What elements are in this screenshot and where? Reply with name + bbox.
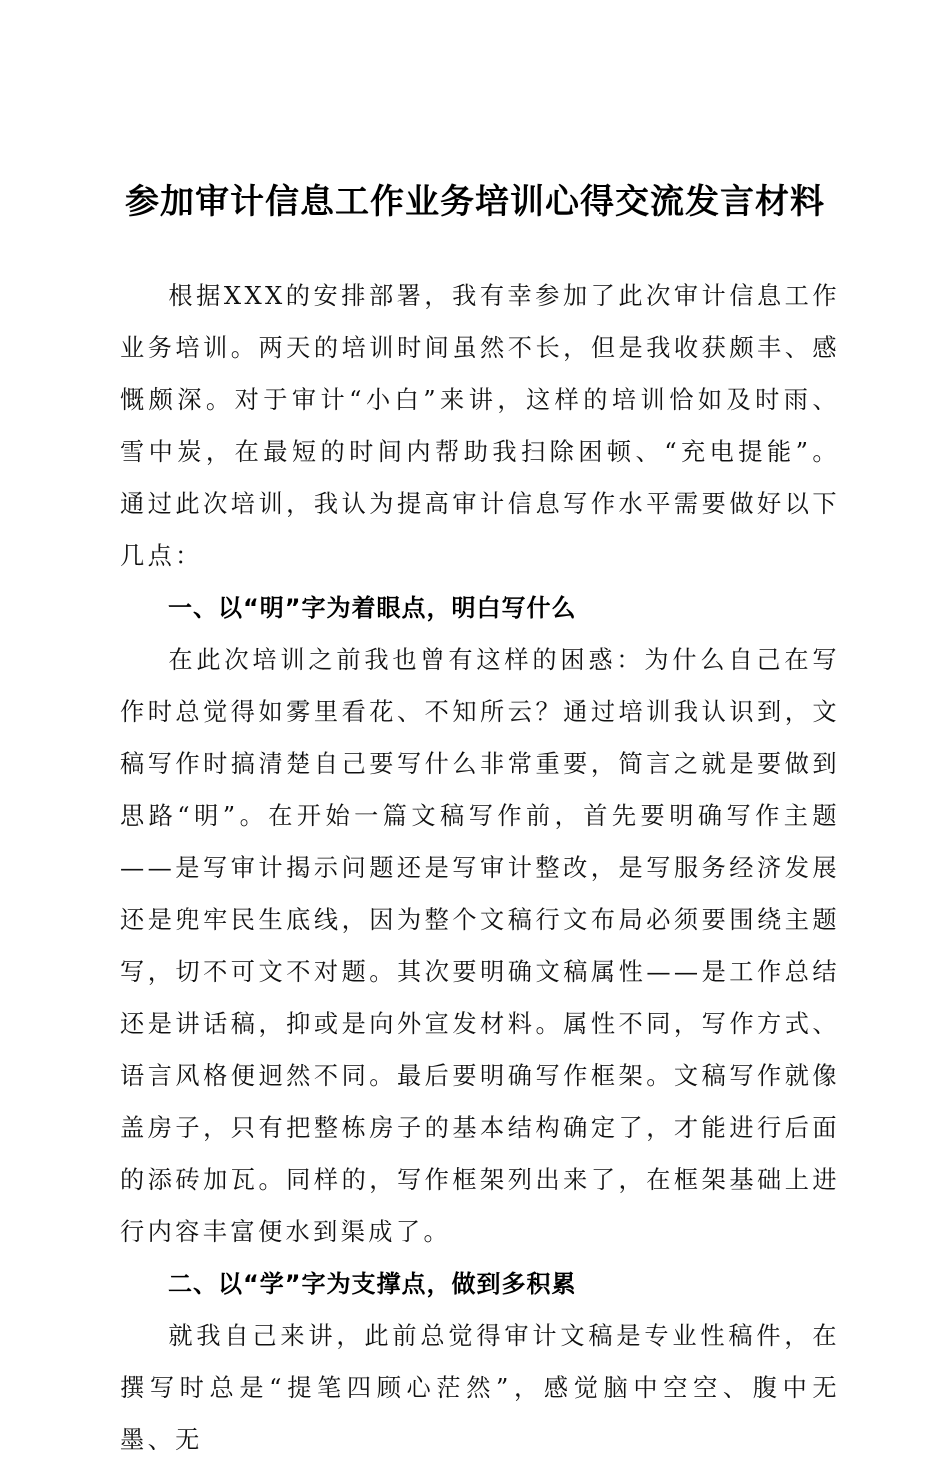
section-2-paragraph: 就我自己来讲，此前总觉得审计文稿是专业性稿件，在撰写时总是“提笔四顾心茫然”，感觉脑中空空、腹中无墨、无 — [120, 1322, 840, 1454]
document-body — [120, 270, 840, 1466]
section-1-paragraph: 在此次培训之前我也曾有这样的困惑：为什么自己在写作时总觉得如雾里看花、不知所云？通过培训我认识到，文稿写作时搞清楚自己要写什么非常重要，简言之就是要做到思路“明”。在开始一篇文稿写作前，首先要明确写作主题——是写审计揭示问题还是写审计整改，是写服务经济发展还是兜牢民生底线，因为整个文稿行文布局必须要围绕主题写，切不可文不对题。其次要明确文稿属性——是工作总结还是讲话稿，抑或是向外宣发材料。属性不同，写作方式、语言风格便迥然不同。最后要明确写作框架。文稿写作就像盖房子，只有把整栋房子的基本结构确定了，才能进行后面的添砖加瓦。同样的，写作框架列出来了，在框架基础上进行内容丰富便水到渠成了。 — [120, 646, 840, 1246]
section-heading-2: 二、以“学”字为支撑点，做到多积累 — [168, 1270, 577, 1298]
intro-paragraph: 根据XXX的安排部署，我有幸参加了此次审计信息工作业务培训。两天的培训时间虽然不长，但是我收获颇丰、感慨颇深。对于审计“小白”来讲，这样的培训恰如及时雨、雪中炭，在最短的时间内帮助我扫除困顿、“充电提能”。通过此次培训，我认为提高审计信息写作水平需要做好以下几点： — [120, 282, 840, 570]
document-title: 参加审计信息工作业务培训心得交流发言材料 — [125, 182, 825, 222]
section-heading-1: 一、以“明”字为着眼点，明白写什么 — [168, 594, 577, 622]
